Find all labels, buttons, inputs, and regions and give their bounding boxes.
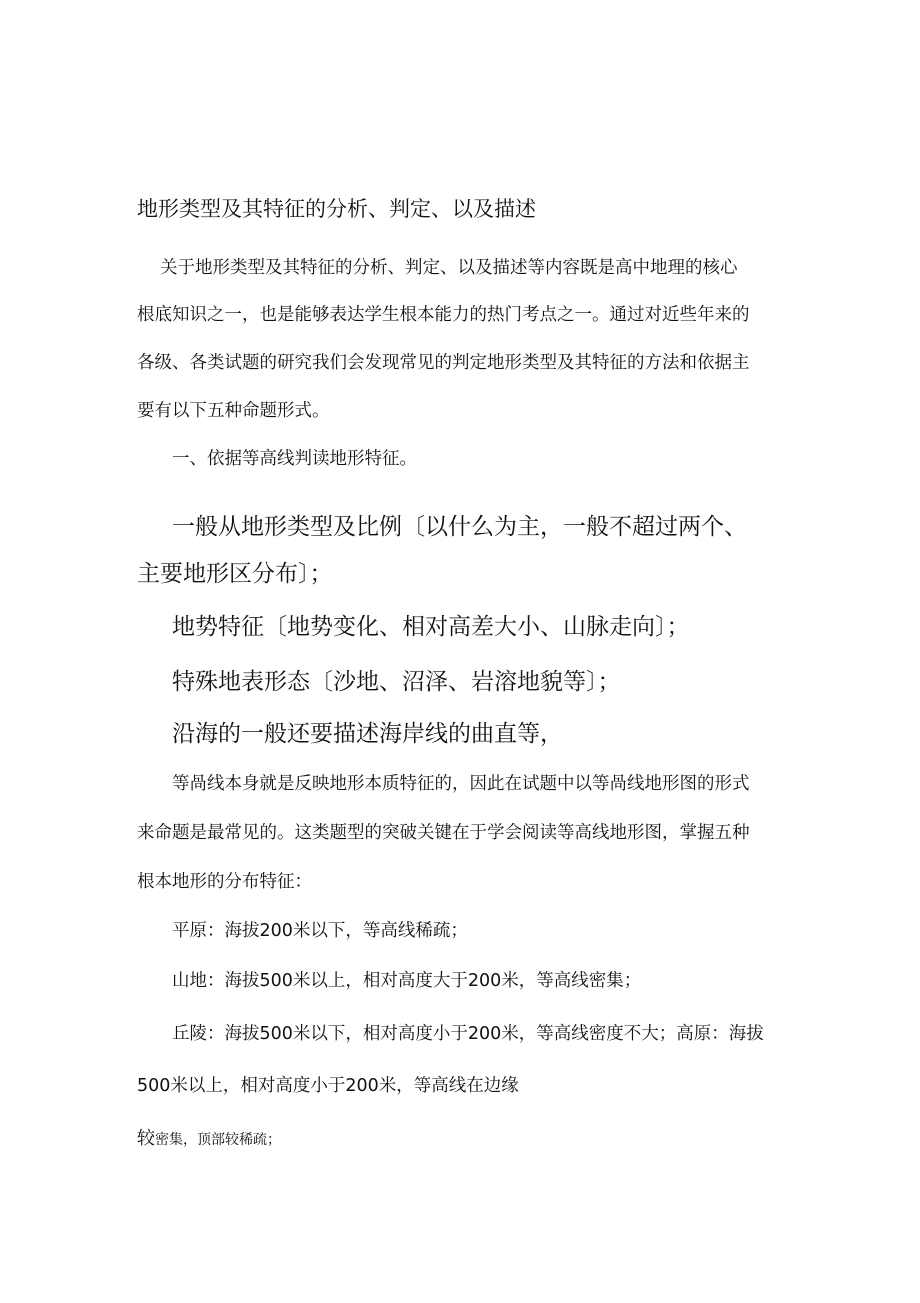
landform-mountain: 山地：海拔500米以上，相对高度大于200米，等高线密集； (172, 971, 642, 991)
point-line-2: 主要地形区分布〕； (137, 561, 333, 587)
last-line-rest: 密集，顶部较稀疏； (155, 1132, 281, 1148)
intro-line-3: 各级、各类试题的研究我们会发现常见的判定地形类型及其特征的方法和依据主 (137, 353, 750, 373)
point-line-5: 沿海的一般还要描述海岸线的曲直等， (172, 721, 563, 747)
landform-plain: 平原：海拔200米以下，等高线稀疏； (172, 921, 468, 941)
section-heading: 一、依据等高线判读地形特征。 (172, 449, 417, 469)
intro-line-4: 要有以下五种命题形式。 (137, 401, 330, 421)
intro-line-1: 关于地形类型及其特征的分析、判定、以及描述等内容既是高中地理的核心 (160, 258, 738, 278)
point-line-4: 特殊地表形态〔沙地、沼泽、岩溶地貌等〕； (172, 669, 621, 695)
point-line-3: 地势特征〔地势变化、相对高差大小、山脉走向〕； (172, 614, 690, 640)
contour-line-2: 来命题是最常见的。这类题型的突破关键在于学会阅读等高线地形图，掌握五种 (137, 823, 750, 843)
contour-line-3: 根本地形的分布特征： (137, 872, 312, 892)
contour-line-1: 等咼线本身就是反映地形本质特征的，因此在试题中以等咼线地形图的形式 (172, 774, 750, 794)
last-line-first-char: 较 (137, 1128, 155, 1149)
point-line-1: 一般从地形类型及比例〔以什么为主，一般不超过两个、 (172, 514, 747, 540)
landform-hill-plateau-1: 丘陵：海拔500米以下，相对高度小于200米，等高线密度不大；高原：海拔 (172, 1024, 764, 1044)
document-title: 地形类型及其特征的分析、判定、以及描述 (137, 197, 536, 221)
landform-last-line (137, 1130, 281, 1148)
intro-line-2: 根底知识之一，也是能够表达学生根本能力的热门考点之一。通过对近些年来的 (137, 305, 750, 325)
landform-hill-plateau-2: 500米以上，相对高度小于200米，等高线在边缘 (137, 1076, 519, 1096)
